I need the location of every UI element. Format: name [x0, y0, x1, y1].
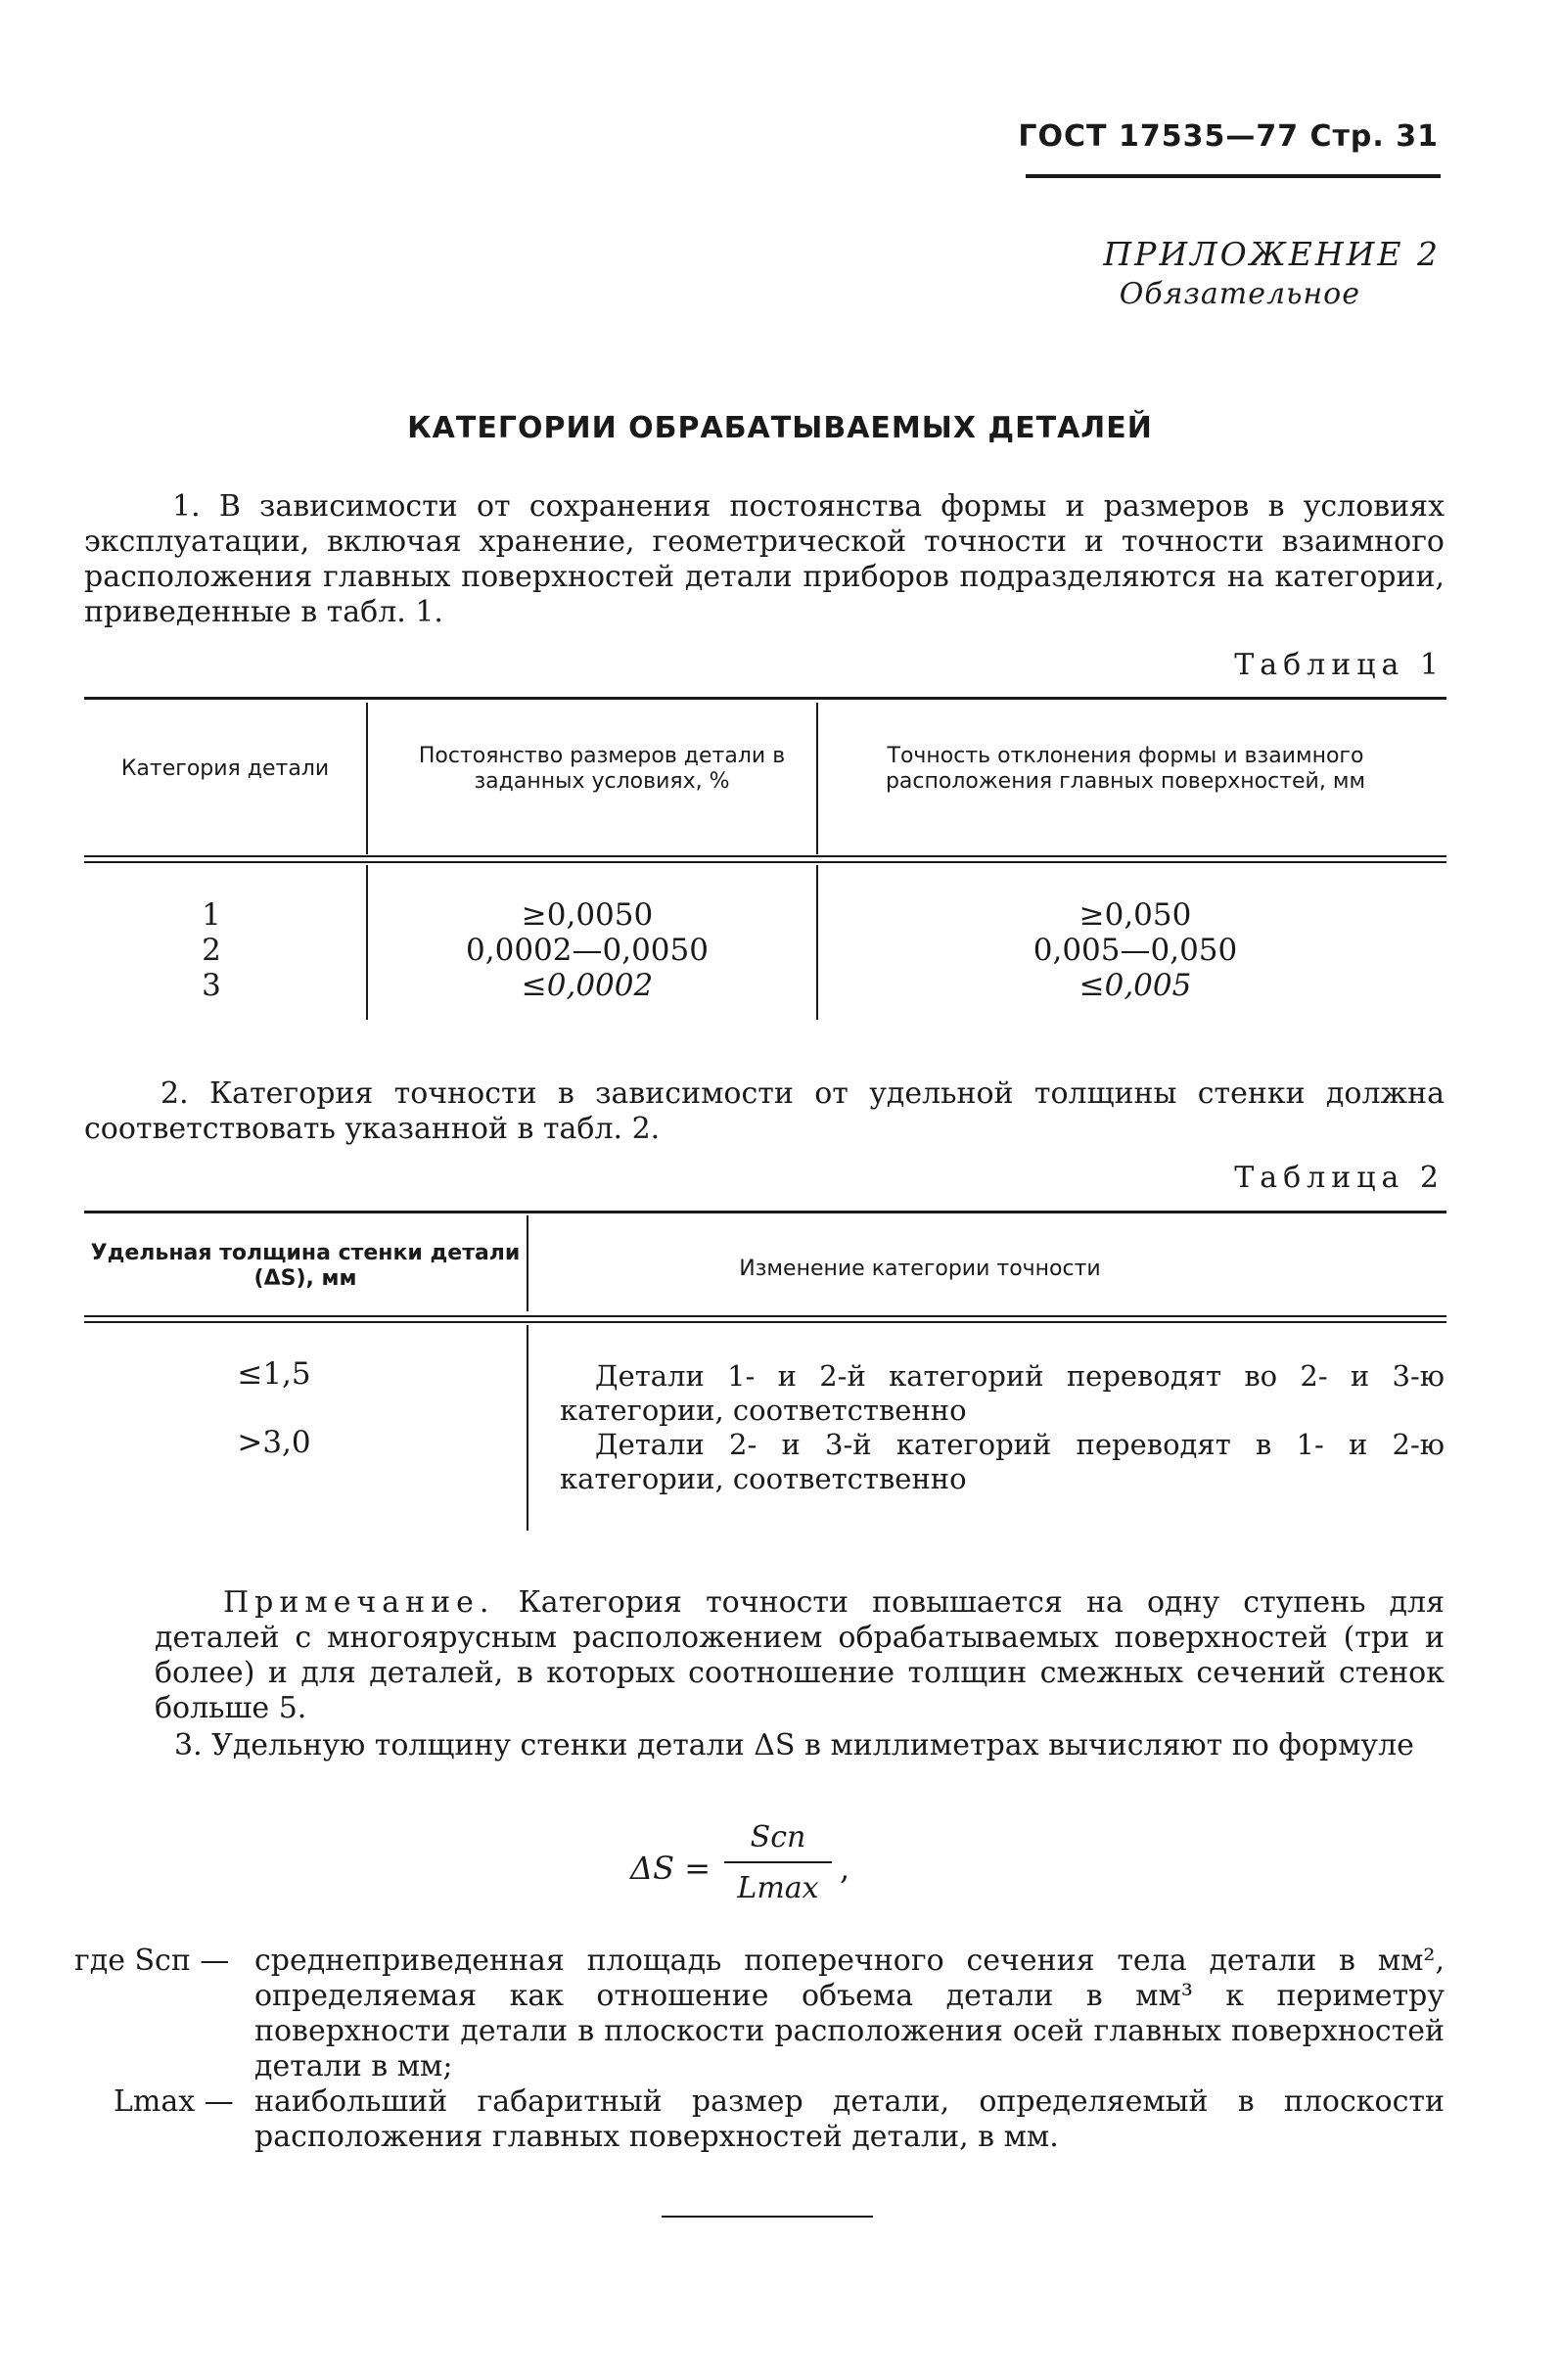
- table2-header-thickness: Удельная толщина стенки детали (ΔS), мм: [90, 1241, 521, 1291]
- table2-cell: ≤1,5: [237, 1356, 311, 1392]
- table2-header-rule: [84, 1315, 1446, 1317]
- table1-cell: 3: [202, 968, 221, 1003]
- table1-cell: ≥0,050: [1078, 897, 1192, 933]
- table1-cell: 0,005—0,050: [1032, 933, 1238, 968]
- definition-text: наибольший габаритный размер детали, определяемый в плоскости расположения главных поверхностей детали, в мм.: [254, 2084, 1445, 2154]
- table2-caption: Таблица 2: [1234, 1161, 1445, 1195]
- table2-divider: [527, 1325, 528, 1531]
- document-title: КАТЕГОРИИ ОБРАБАТЫВАЕМЫХ ДЕТАЛЕЙ: [407, 411, 1153, 445]
- definition-text: среднеприведенная площадь поперечного сечения тела детали в мм², определяемая как отношение объема детали в мм³ к периметру поверхности детали в плоскости расположения осей главных поверхностей детали в мм;: [254, 1944, 1445, 2083]
- table1-header-stability: Постоянство размеров детали в заданных условиях, %: [418, 744, 786, 794]
- table2-cell: Детали 1- и 2-й категорий переводят во 2- и 3-ю категории, соответственно: [560, 1359, 1445, 1427]
- table1-cell: ≥0,0050: [521, 897, 654, 933]
- appendix-title: ПРИЛОЖЕНИЕ 2: [1103, 235, 1441, 273]
- table2-cell: >3,0: [237, 1425, 311, 1460]
- table1-header-category: Категория детали: [120, 756, 330, 781]
- table1-divider: [816, 865, 818, 1020]
- table1-header-rule: [84, 855, 1446, 857]
- table2-header-change: Изменение категории точности: [739, 1257, 1101, 1281]
- table1-cell: 1: [202, 897, 221, 933]
- table1-cell: 0,0002—0,0050: [466, 933, 709, 968]
- table1-header-rule: [84, 861, 1446, 863]
- formula-comma: ,: [840, 1850, 850, 1887]
- table2-top-rule: [84, 1211, 1446, 1213]
- formula-fraction-bar: [724, 1861, 832, 1863]
- note-label: Примечание.: [223, 1585, 495, 1620]
- header-rule: [1026, 174, 1441, 178]
- table1-header-accuracy: Точность отклонения формы и взаимного расположения главных поверхностей, мм: [885, 744, 1366, 794]
- note-text: Категория точности повышается на одну ступень для деталей с многоярусным расположением обрабатываемых поверхностей (три и более) и для деталей, в которых соотношение толщин смежных сечений стенок больше 5.: [155, 1585, 1445, 1725]
- formula-numerator: Sсп: [750, 1820, 806, 1854]
- table1-caption: Таблица 1: [1234, 648, 1445, 682]
- page-header: ГОСТ 17535—77 Стр. 31: [1018, 119, 1439, 154]
- table1-top-rule: [84, 697, 1446, 700]
- paragraph-1: 1. В зависимости от сохранения постоянства формы и размеров в условиях эксплуатации, включая хранение, геометрической точности и точности взаимного расположения главных поверхностей детали приборов подразделяются на категории, приведенные в табл. 1.: [84, 489, 1445, 629]
- definition-term: Lmax —: [114, 2084, 234, 2119]
- table2-cell: Детали 2- и 3-й категорий переводят в 1- и 2-ю категории, соответственно: [560, 1428, 1445, 1495]
- table1-cell: 2: [202, 933, 221, 968]
- paragraph-3: 3. Удельную толщину стенки детали ΔS в миллиметрах вычисляют по формуле: [174, 1728, 1414, 1762]
- table2-divider: [527, 1215, 528, 1311]
- end-rule: [662, 2216, 873, 2218]
- paragraph-2: 2. Категория точности в зависимости от удельной толщины стенки должна соответствовать указанной в табл. 2.: [84, 1076, 1445, 1146]
- table2-header-rule: [84, 1321, 1446, 1323]
- formula-lhs: ΔS =: [630, 1850, 711, 1887]
- table1-cell: ≤0,005: [1078, 968, 1192, 1003]
- appendix-subtitle: Обязательное: [1119, 277, 1360, 311]
- table1-divider: [366, 865, 368, 1020]
- table1-cell: ≤0,0002: [521, 968, 654, 1003]
- formula-denominator: Lmax: [737, 1871, 819, 1905]
- table1-divider: [816, 703, 818, 854]
- note: [155, 1585, 1445, 1726]
- definition-term: где Sсп —: [74, 1944, 230, 1978]
- table1-divider: [366, 703, 368, 854]
